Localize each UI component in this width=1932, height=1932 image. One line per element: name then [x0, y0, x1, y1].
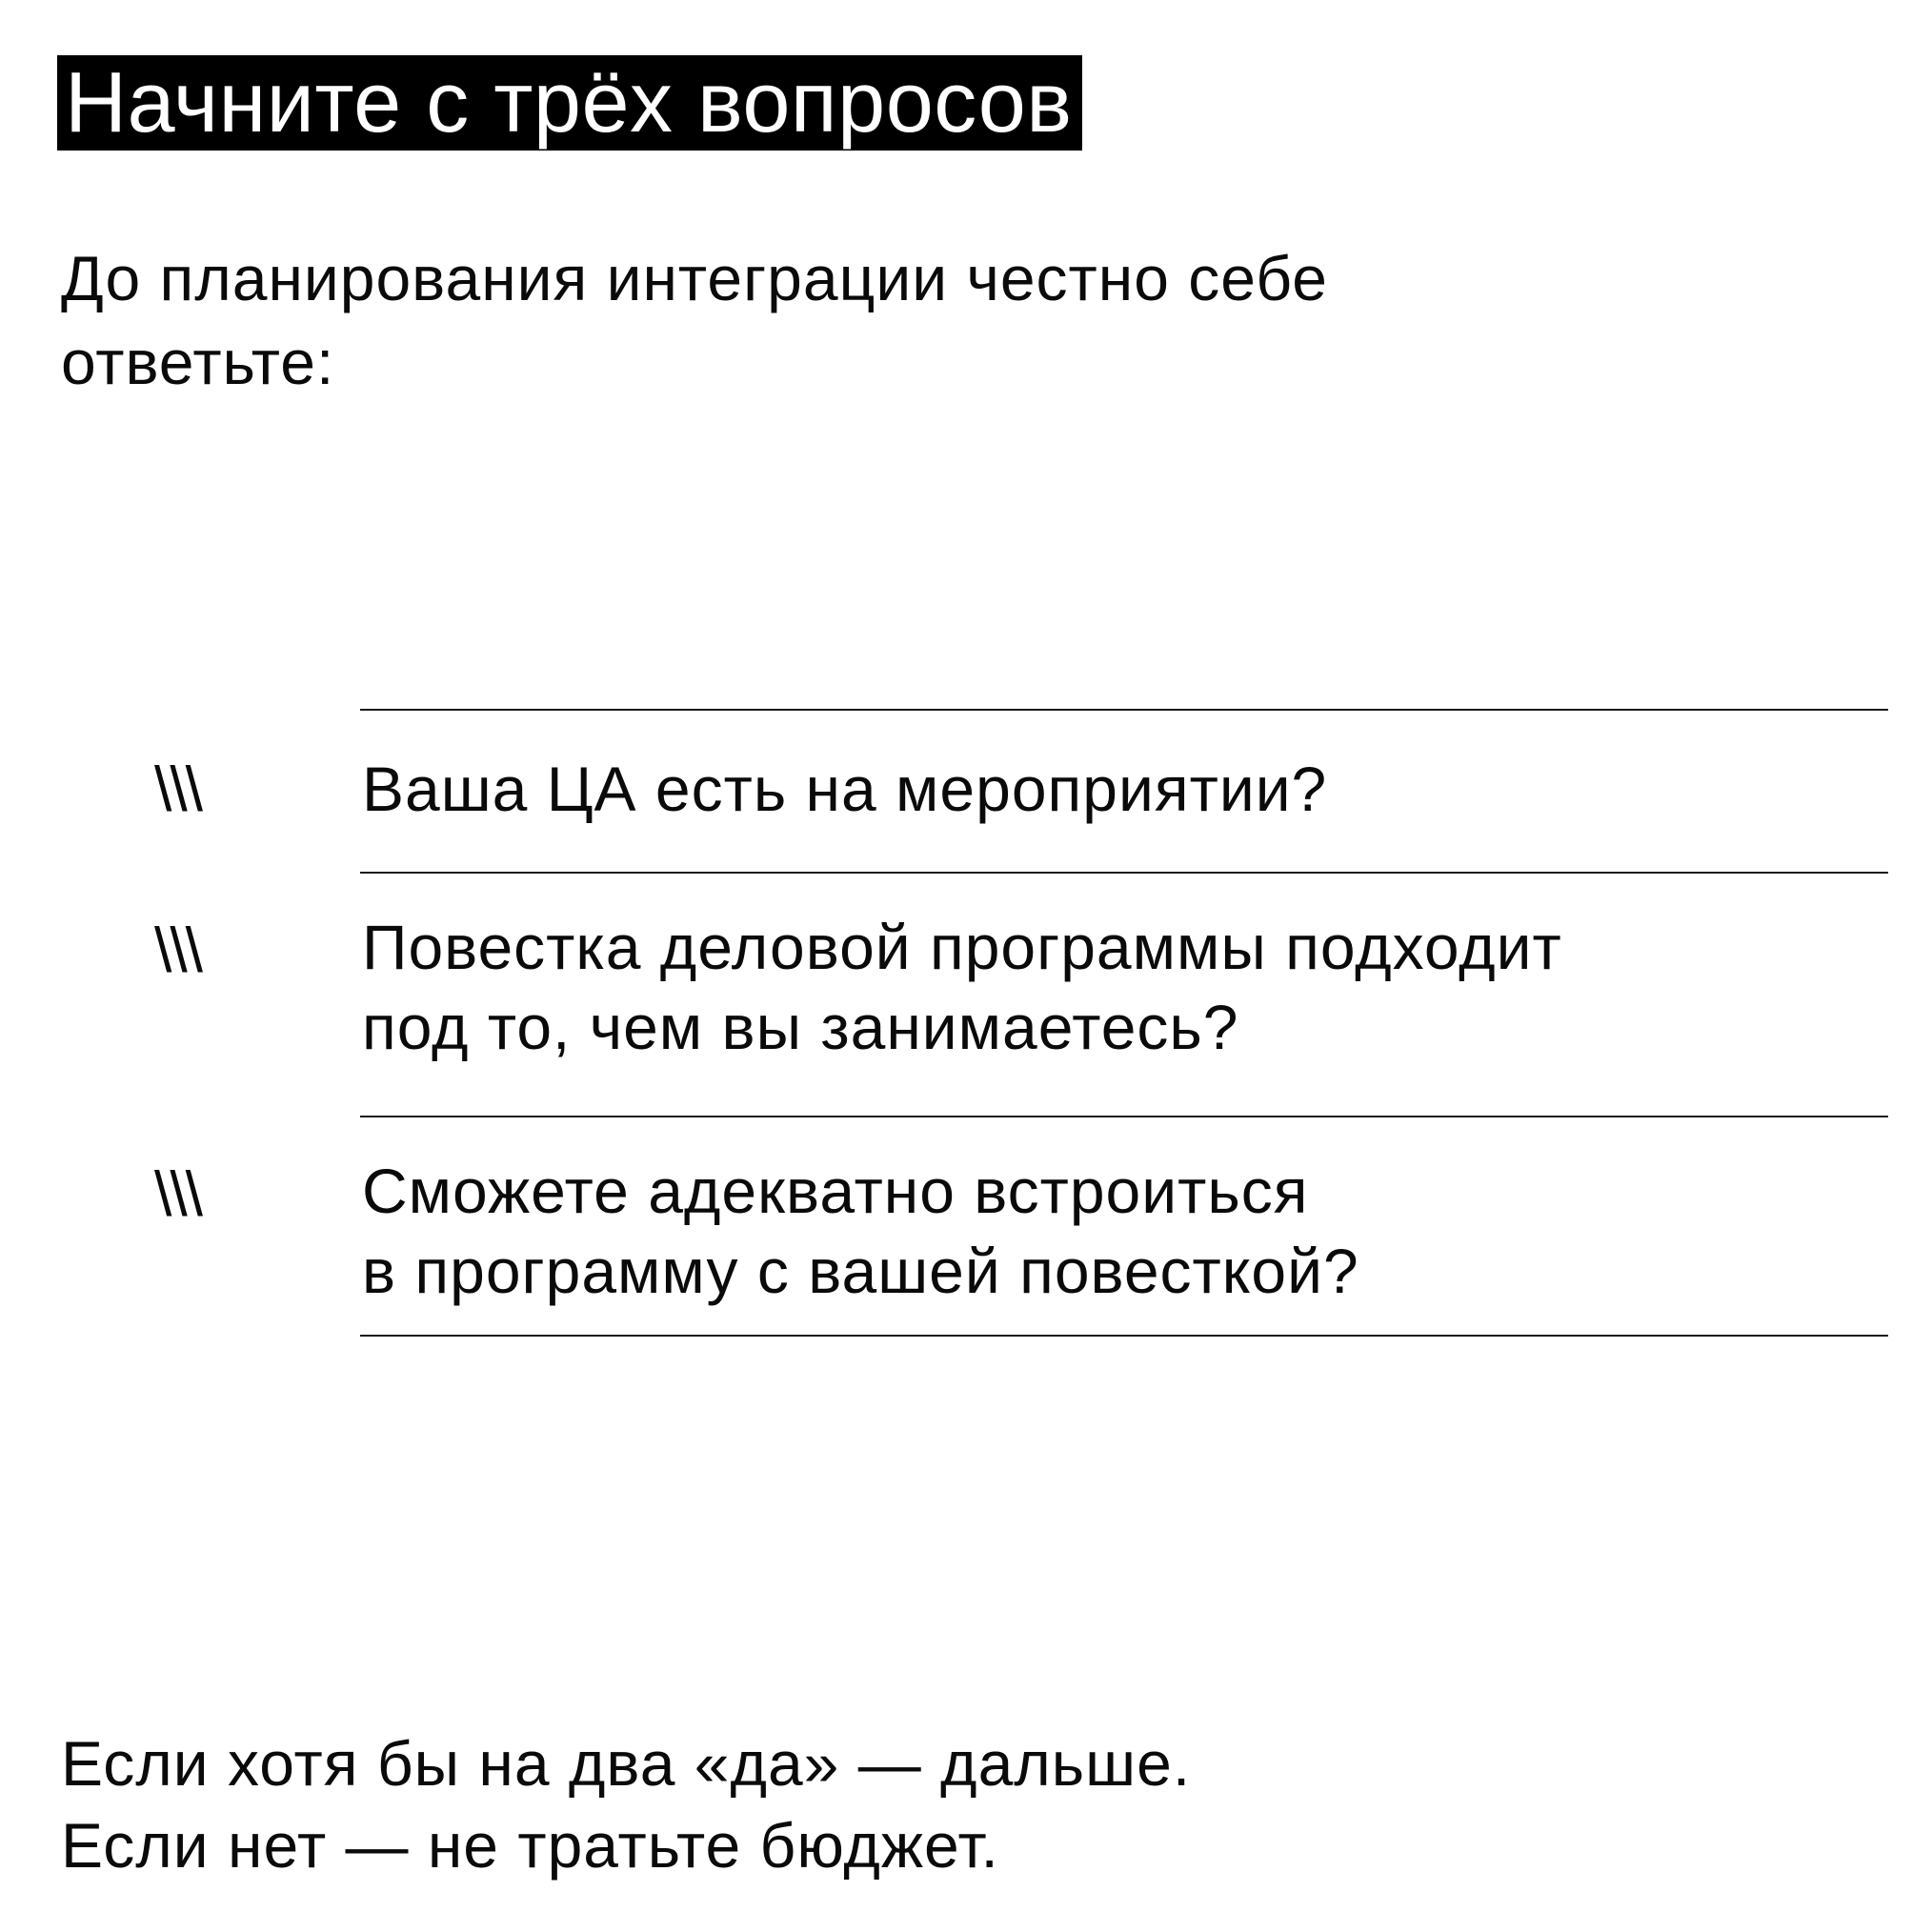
divider-top [360, 709, 1888, 711]
intro-text [61, 236, 1795, 404]
intro-line-2: ответьте: [61, 327, 335, 397]
question-line: Ваша ЦА есть на мероприятии? [362, 754, 1328, 824]
question-line: Сможете адекватно встроиться [362, 1156, 1309, 1226]
page-title: Начните с трёх вопросов [57, 55, 1082, 151]
divider [360, 1116, 1888, 1117]
question-line: Повестка деловой программы подходит [362, 912, 1562, 982]
question-line: под то, чем вы занимаетесь? [362, 992, 1239, 1062]
divider [360, 872, 1888, 874]
question-text [362, 907, 1886, 1067]
conclusion-line-1: Если хотя бы на два «да» — дальше. [61, 1728, 1192, 1799]
question-line: в программу с вашей повесткой? [362, 1236, 1359, 1306]
question-text [362, 749, 1886, 829]
question-text [362, 1151, 1886, 1311]
question-marker-icon: \\\ [154, 1158, 202, 1229]
conclusion-line-2: Если нет — не тратьте бюджет. [61, 1810, 999, 1881]
question-marker-icon: \\\ [154, 915, 202, 985]
divider-bottom [360, 1335, 1888, 1337]
conclusion-text [61, 1722, 1795, 1886]
question-marker-icon: \\\ [154, 754, 202, 824]
intro-line-1: До планирования интеграции честно себе [61, 243, 1328, 313]
